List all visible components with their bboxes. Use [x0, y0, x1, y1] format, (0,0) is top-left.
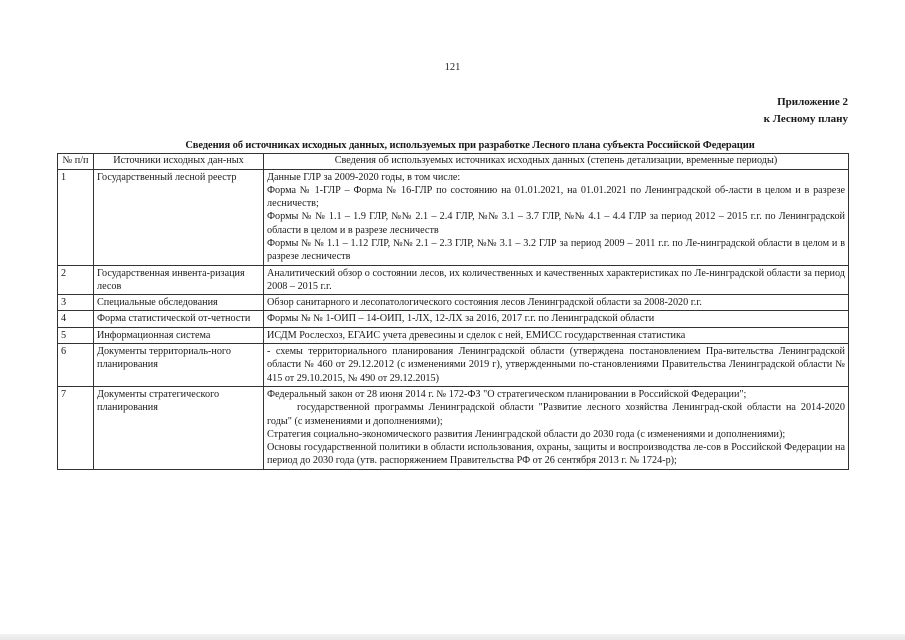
- table-row: [58, 295, 849, 311]
- row-source: Специальные обследования: [94, 295, 264, 311]
- row-info: [264, 386, 849, 469]
- table-row: [58, 265, 849, 295]
- info-line: ИСДМ Рослесхоз, ЕГАИС учета древесины и сделок с ней, ЕМИСС государственная статистика: [267, 329, 686, 341]
- info-line: Стратегия социально-экономического развития Ленинградской области до 2030 года (с изменениями и дополнениями);: [267, 428, 786, 440]
- info-line: Основы государственной политики в области использования, охраны, защиты и воспроизводства ле-сов в Российской Федерации на период до 2030 года (утв. распоряжением Правительства РФ от 26 сентября 2013 г. № 1724-р);: [267, 442, 845, 467]
- table-row: [58, 311, 849, 327]
- row-num: 2: [58, 265, 94, 295]
- appendix-line-1: Приложение 2: [777, 96, 848, 108]
- row-source: Документы территориаль-ного планирования: [94, 344, 264, 387]
- table-row: [58, 327, 849, 343]
- document-title: Сведения об источниках исходных данных, используемых при разработке Лесного плана субъекта Российской Федерации: [185, 140, 755, 151]
- info-line: - схемы территориального планирования Ленинградской области (утверждена постановлением Пра-вительства Ленинградской области № 460 от 29.12.2012 (с изменениями 2019 г), утвержденными по-становлениями Правительства Ленинградской области № 415 от 29.10.2015, № 490 от 29.12.2015): [267, 346, 845, 384]
- row-info: [264, 265, 849, 295]
- page-number: 121: [444, 62, 461, 73]
- row-source: Документы стратегического планирования: [94, 386, 264, 469]
- appendix-line-2: к Лесному плану: [763, 113, 848, 125]
- row-num: 6: [58, 344, 94, 387]
- row-num: 4: [58, 311, 94, 327]
- info-line: Формы № № 1.1 – 1.9 ГЛР, №№ 2.1 – 2.4 ГЛР, №№ 3.1 – 3.7 ГЛР, №№ 4.1 – 4.4 ГЛР за период 2012 – 2015 г.г. по Ленинградской области в целом и в разрезе лесничеств: [267, 211, 845, 236]
- row-source: Форма статистической от-четности: [94, 311, 264, 327]
- info-line: Аналитический обзор о состоянии лесов, их количественных и качественных характеристиках по Ле-нинградской области за период 2008 – 2015 г.г.: [267, 267, 845, 292]
- row-info: [264, 344, 849, 387]
- page-bottom-edge: [0, 634, 905, 640]
- table-row: [58, 386, 849, 469]
- header-num: № п/п: [58, 154, 94, 170]
- info-line: Обзор санитарного и лесопатологического состояния лесов Ленинградской области за 2008-2020 г.г.: [267, 297, 702, 309]
- row-info: [264, 311, 849, 327]
- info-line: Формы № № 1-ОИП – 14-ОИП, 1-ЛХ, 12-ЛХ за 2016, 2017 г.г. по Ленинградской области: [267, 313, 655, 325]
- info-line: Формы № № 1.1 – 1.12 ГЛР, №№ 2.1 – 2.3 ГЛР, №№ 3.1 – 3.2 ГЛР за период 2009 – 2011 г.г. по Ле-нинградской области в целом и в разрезе лесничеств: [267, 237, 845, 263]
- row-num: 1: [58, 169, 94, 265]
- info-line: Данные ГЛР за 2009-2020 годы, в том числе:: [267, 171, 461, 183]
- appendix-label: [764, 94, 848, 128]
- row-source: Государственная инвента-ризация лесов: [94, 265, 264, 295]
- header-source: Источники исходных дан-ных: [94, 154, 264, 170]
- sources-table: [57, 153, 849, 470]
- info-line: государственной программы Ленинградской области "Развитие лесного хозяйства Ленинград-ской области на 2014-2020 годы" (с изменениями и дополнениями);: [267, 402, 845, 427]
- row-info: [264, 295, 849, 311]
- table-row: [58, 169, 849, 265]
- row-num: 7: [58, 386, 94, 469]
- row-info: [264, 169, 849, 265]
- row-info: [264, 327, 849, 343]
- row-source: Государственный лесной реестр: [94, 169, 264, 265]
- info-line: Форма № 1-ГЛР – Форма № 16-ГЛР по состоянию на 01.01.2021, на 01.01.2021 по Ленинградской об-ласти в целом и в разрезе лесничеств;: [267, 184, 845, 210]
- row-source: Информационная система: [94, 327, 264, 343]
- row-num: 3: [58, 295, 94, 311]
- header-info: Сведения об используемых источниках исходных данных (степень детализации, временные периоды): [264, 154, 849, 170]
- table-header-row: [58, 154, 849, 170]
- row-num: 5: [58, 327, 94, 343]
- info-line: Федеральный закон от 28 июня 2014 г. № 172-ФЗ "О стратегическом планировании в Российской Федерации";: [267, 388, 747, 400]
- table-row: [58, 344, 849, 387]
